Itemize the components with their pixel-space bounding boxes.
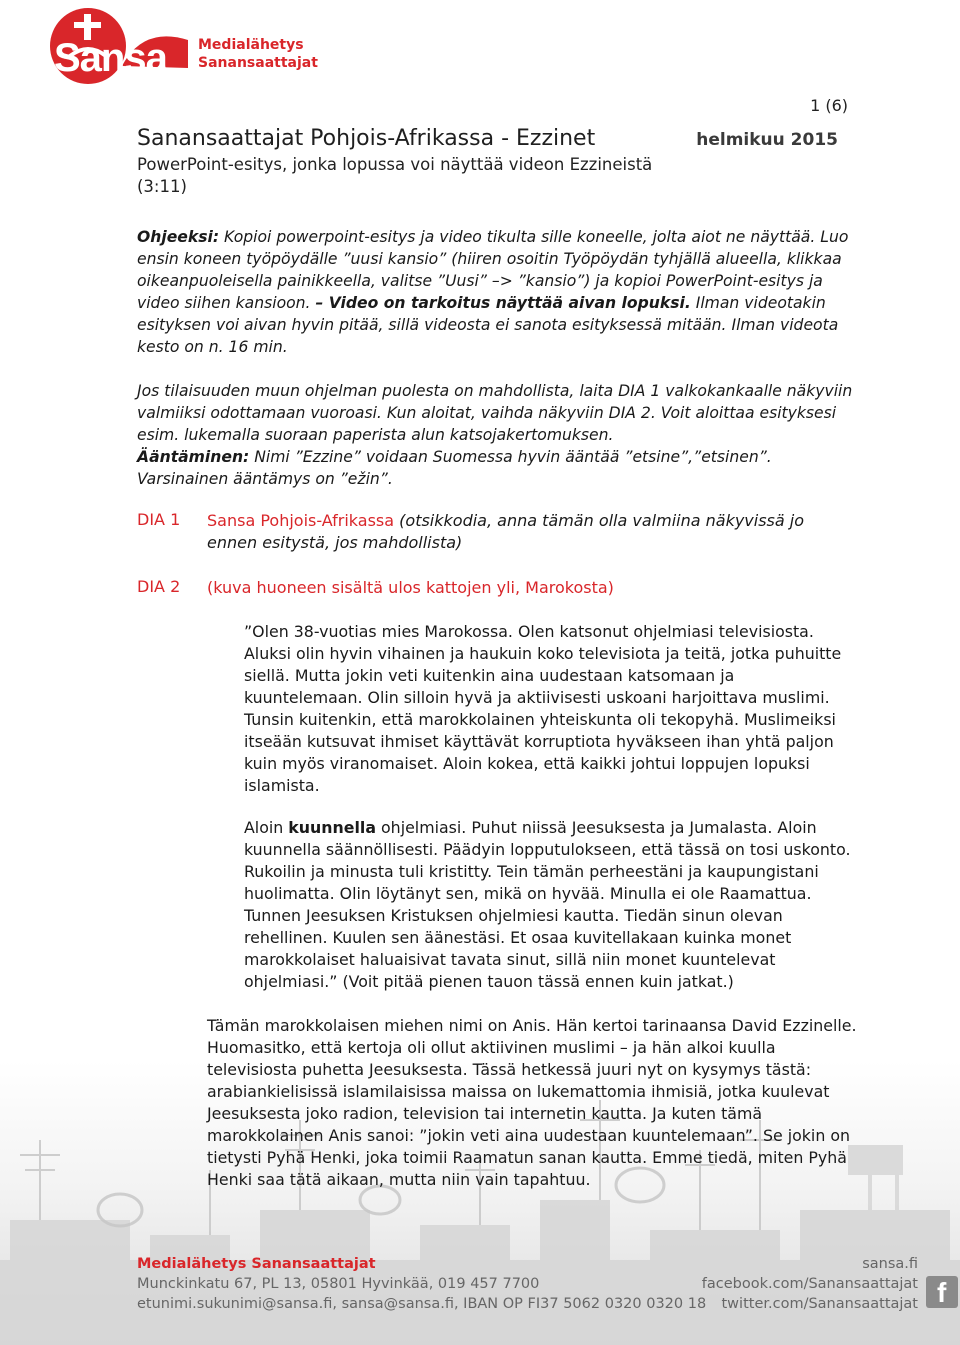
footer-facebook-link[interactable]: facebook.com/Sanansaattajat — [701, 1276, 918, 1292]
facebook-icon[interactable]: f — [926, 1276, 958, 1308]
info-text: Jos tilaisuuden muun ohjelman puolesta on mahdollista, laita DIA 1 valkokankaalle näkyviin valmiiksi odottamaan vuoroasi. Kun aloitat, vaihda näkyviin DIA 2. Voit aloittaa esityksesi esim. lukemalla suoraan paperista alun katsojakertomuksen. — [137, 382, 853, 444]
document-title: Sanansaattajat Pohjois-Afrikassa - Ezzinet — [137, 126, 596, 151]
instructions-paragraph — [137, 226, 857, 358]
quote2-post: ohjelmiasi. Puhut niissä Jeesuksesta ja Jumalasta. Aloin kuunnella säännöllisesti. Päädyin lopputulokseen, että tässä on tosi uskonto. Rukoilin ja minusta tuli kristitty. Tein tämän perheestäni ja kaupungistani huolimatta. Olin löytänyt sen, mikä on hyvää. Minulla ei ole Raamattua. Tunnen Jeesuksen Kristuksen ohjelmiesi kautta. Tiedän sinun olevan rehellinen. Kuulen sen äänestäsi. Et osaa kuvitellakaan kuinka monet marokkolaiset haluaisivat tavata sinut, sillä niin monet kuuntelevat ohjelmiasi.” (Voit pitää pienen tauon tässä ennen kuin jatkat.) — [244, 818, 851, 991]
logo-brand-text: Sansa — [54, 36, 167, 80]
quote2-bold: kuunnella — [288, 818, 376, 837]
logo-line1: Medialähetys — [198, 37, 304, 53]
slide-1-title: Sansa Pohjois-Afrikassa — [207, 511, 395, 530]
instructions-video-note: – Video on tarkoitus näyttää aivan lopuksi. — [315, 294, 691, 312]
footer-website-link[interactable]: sansa.fi — [862, 1256, 918, 1272]
footer-address: Munckinkatu 67, PL 13, 05801 Hyvinkää, 019 457 7700 — [137, 1276, 540, 1292]
pronunciation-text: Nimi ”Ezzine” voidaan Suomessa hyvin ääntää ”etsine”,”etsinen”. Varsinainen ääntämys on ”ežin”. — [137, 448, 772, 488]
quote-paragraph-2 — [244, 817, 856, 993]
footer-organization: Medialähetys Sanansaattajat — [137, 1256, 376, 1272]
footer-twitter-link[interactable]: twitter.com/Sanansaattajat — [721, 1296, 918, 1312]
footer-contact: etunimi.sukunimi@sansa.fi, sansa@sansa.fi, IBAN OP FI37 5062 0320 0320 18 — [137, 1296, 707, 1312]
page-number: 1 (6) — [810, 96, 848, 115]
slide-1-description — [207, 510, 847, 554]
slide-2-title: (kuva huoneen sisältä ulos kattojen yli, Marokosta) — [207, 578, 614, 597]
instructions-label: Ohjeeksi: — [137, 228, 220, 246]
slide-1-note: (otsikkodia, anna tämän olla valmiina näkyvissä jo ennen esitystä, jos mahdollista) — [207, 511, 805, 552]
instructions-text-2: Ilman videotakin esityksen voi aivan hyvin pitää, sillä videosta ei sanota esityksessä mitään. Ilman videota kesto on n. 16 min. — [137, 294, 839, 356]
slide-2-label: DIA 2 — [137, 577, 181, 596]
document-subtitle: PowerPoint-esitys, jonka lopussa voi näyttää videon Ezzineistä (3:11) — [137, 155, 653, 196]
sansa-logo — [48, 6, 318, 84]
instructions-text: Kopioi powerpoint-esitys ja video tikulta sille koneelle, jolta aiot ne näyttää. Luo ensin koneen työpöydälle ”uusi kansio” (hiiren osoitin Työpöydän tyhjällä alueella, klikkaa oikeanpuoleisella painikkeella, valitse ”Uusi” –> ”kansio”) ja kopioi PowerPoint-esitys ja video siihen kansioon. — [137, 228, 849, 312]
document-date: helmikuu 2015 — [696, 130, 838, 150]
pronunciation-label: Ääntäminen: — [137, 448, 250, 466]
narration-paragraph: Tämän marokkolaisen miehen nimi on Anis. Hän kertoi tarinaansa David Ezzinelle. Huomasitko, että kertoja oli ollut aktiivinen muslimi – ja hän alkoi kuulla televisiosta puhetta Jeesuksesta. Tässä hetkessä juuri nyt on kysymys tästä: arabiankielisissä islamilaisissa maissa on lukemattomia ihmisiä, jotka kuulevat Jeesuksesta joko radion, television tai internetin kautta. Ja kuten tämä marokkolainen Anis sanoi: ”jokin veti aina uudestaan kuuntelemaan”. Se jokin on tietysti Pyhä Henki, joka toimii Raamatun sanan kautta. Emme tiedä, miten Pyhä Henki saa tätä aikaan, mutta niin vain tapahtuu. — [207, 1016, 857, 1189]
quote-paragraph-1: ”Olen 38-vuotias mies Marokossa. Olen katsonut ohjelmiasi televisiosta. Aluksi olin hyvin vihainen ja haukuin koko televisiota ja teitä, jotka puhuitte siellä. Mutta jokin veti kuitenkin aina uudestaan katsomaan ja kuuntelemaan. Olin silloin hyvä ja aktiivisesti uskoani harjoittava muslimi. Tunsin kuitenkin, että marokkolainen yhteiskunta oli tekopyhä. Muslimeiksi itseään kutsuvat ihmiset käyttävät korruptiota hyväkseen ihan yhtä paljon kuin myös viranomaiset. Aloin kokea, että kaikki johtui loppujen lopuksi islamista. — [244, 622, 842, 795]
quote2-pre: Aloin — [244, 818, 289, 837]
slide-1-label: DIA 1 — [137, 510, 181, 529]
logo-line2: Sanansaattajat — [198, 55, 318, 71]
info-paragraph — [137, 380, 857, 490]
